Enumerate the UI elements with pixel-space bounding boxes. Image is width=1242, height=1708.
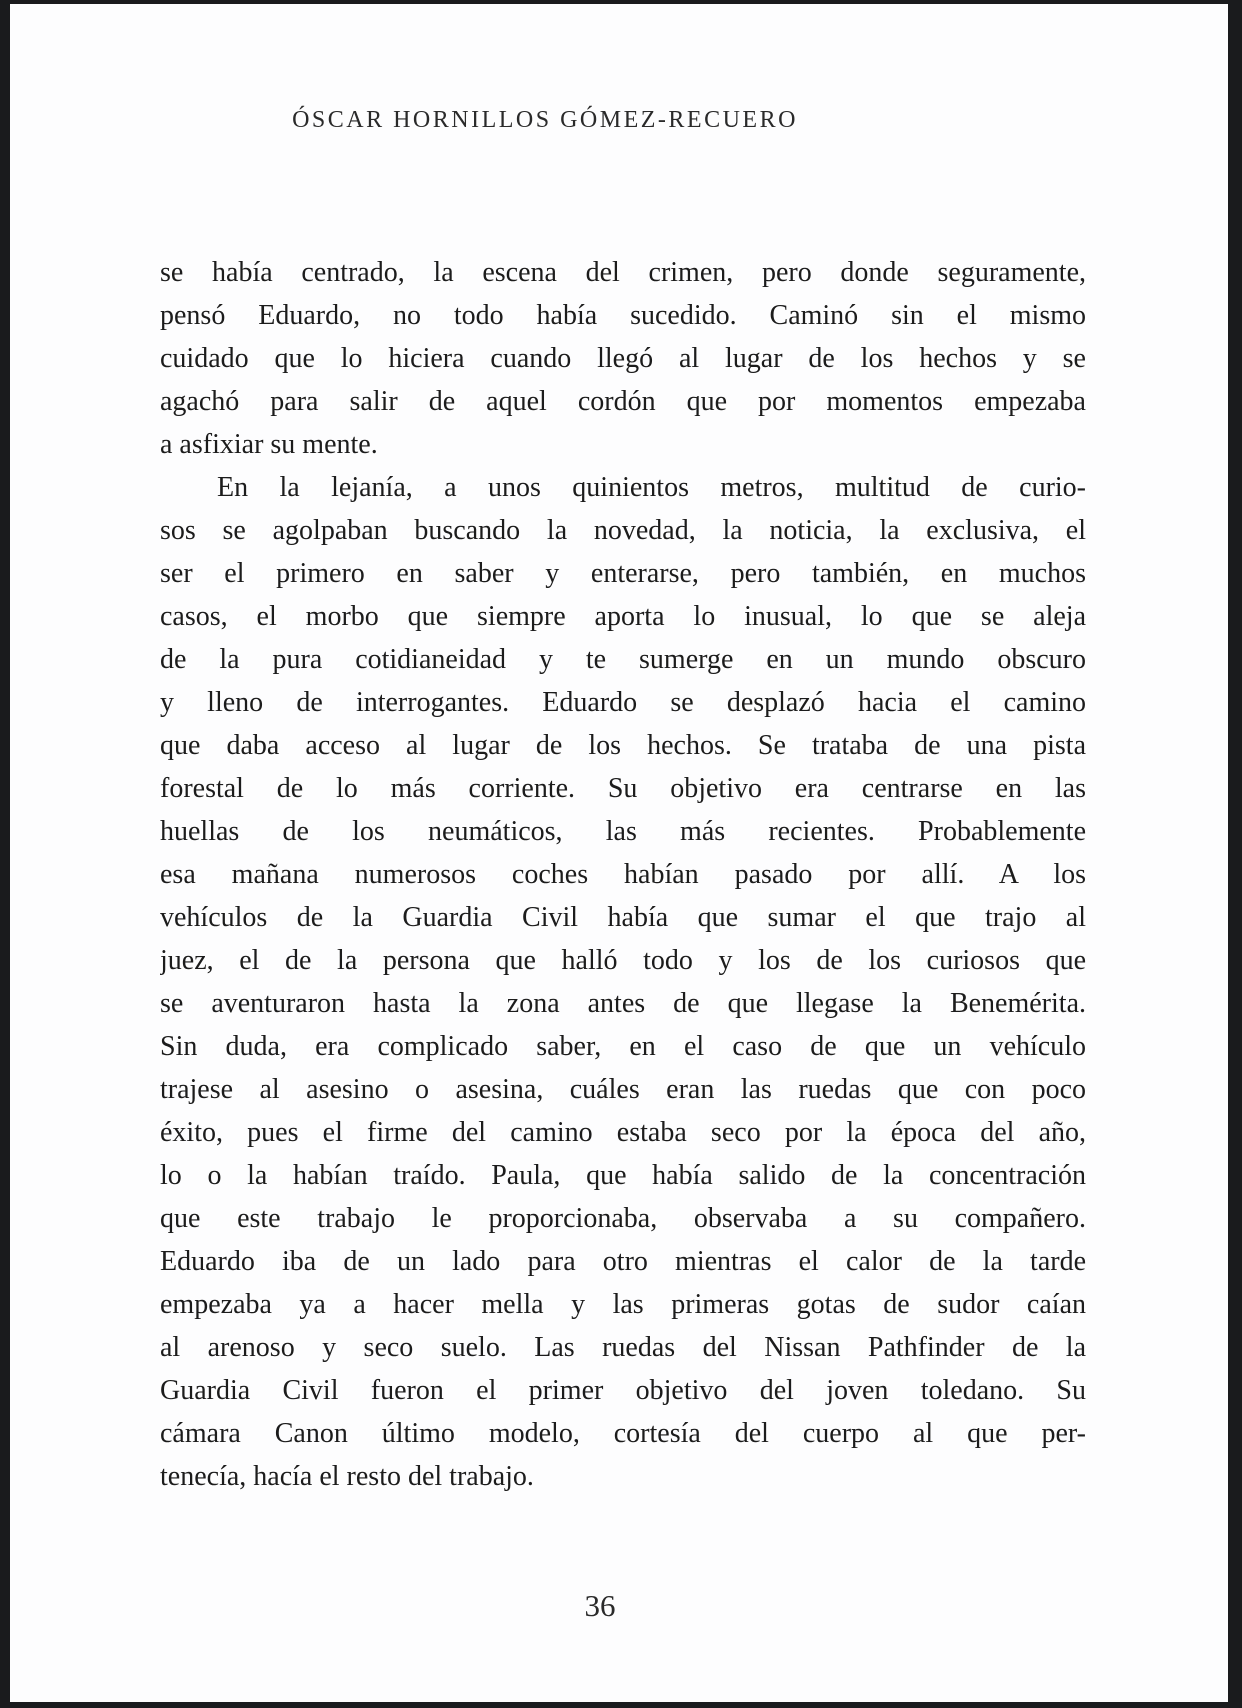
- text-line: esa mañana numerosos coches habían pasado por allí. A los: [160, 859, 1086, 890]
- text-line: pensó Eduardo, no todo había sucedido. Caminó sin el mismo: [160, 300, 1086, 331]
- text-line: y lleno de interrogantes. Eduardo se desplazó hacia el camino: [160, 687, 1086, 718]
- text-line: vehículos de la Guardia Civil había que sumar el que trajo al: [160, 902, 1086, 933]
- text-line: a asfixiar su mente.: [160, 429, 378, 460]
- text-line: lo o la habían traído. Paula, que había salido de la concentración: [160, 1160, 1086, 1191]
- text-line: sos se agolpaban buscando la novedad, la noticia, la exclusiva, el: [160, 515, 1086, 546]
- text-line: se aventuraron hasta la zona antes de que llegase la Benemérita.: [160, 988, 1086, 1019]
- book-page: [10, 4, 1228, 1702]
- text-line: al arenoso y seco suelo. Las ruedas del Nissan Pathfinder de la: [160, 1332, 1086, 1363]
- text-line: Sin duda, era complicado saber, en el caso de que un vehículo: [160, 1031, 1086, 1062]
- page-number: 36: [584, 1588, 616, 1623]
- text-line: de la pura cotidianeidad y te sumerge en un mundo obscuro: [160, 644, 1086, 675]
- text-line: ser el primero en saber y enterarse, pero también, en muchos: [160, 558, 1086, 589]
- text-line: agachó para salir de aquel cordón que por momentos empezaba: [160, 386, 1086, 417]
- text-line: huellas de los neumáticos, las más recientes. Probablemente: [160, 816, 1086, 847]
- text-line: juez, el de la persona que halló todo y los de los curiosos que: [160, 945, 1086, 976]
- paragraph: [160, 466, 1086, 1498]
- text-line: cámara Canon último modelo, cortesía del cuerpo al que per-: [160, 1418, 1086, 1449]
- text-line: En la lejanía, a unos quinientos metros, multitud de curio-: [217, 472, 1086, 503]
- text-line: cuidado que lo hiciera cuando llegó al lugar de los hechos y se: [160, 343, 1086, 374]
- text-line: casos, el morbo que siempre aporta lo inusual, lo que se aleja: [160, 601, 1086, 632]
- text-line: Eduardo iba de un lado para otro mientras el calor de la tarde: [160, 1246, 1086, 1277]
- text-line: que daba acceso al lugar de los hechos. Se trataba de una pista: [160, 730, 1086, 761]
- text-line: Guardia Civil fueron el primer objetivo del joven toledano. Su: [160, 1375, 1086, 1406]
- running-header: ÓSCAR HORNILLOS GÓMEZ-RECUERO: [292, 107, 798, 133]
- paragraph: [160, 251, 1086, 466]
- text-line: empezaba ya a hacer mella y las primeras gotas de sudor caían: [160, 1289, 1086, 1320]
- body-text: [160, 251, 1086, 1498]
- text-line: forestal de lo más corriente. Su objetivo era centrarse en las: [160, 773, 1086, 804]
- text-line: tenecía, hacía el resto del trabajo.: [160, 1461, 534, 1492]
- text-line: trajese al asesino o asesina, cuáles eran las ruedas que con poco: [160, 1074, 1086, 1105]
- text-line: éxito, pues el firme del camino estaba seco por la época del año,: [160, 1117, 1086, 1148]
- text-line: se había centrado, la escena del crimen, pero donde seguramente,: [160, 257, 1086, 288]
- text-line: que este trabajo le proporcionaba, observaba a su compañero.: [160, 1203, 1086, 1234]
